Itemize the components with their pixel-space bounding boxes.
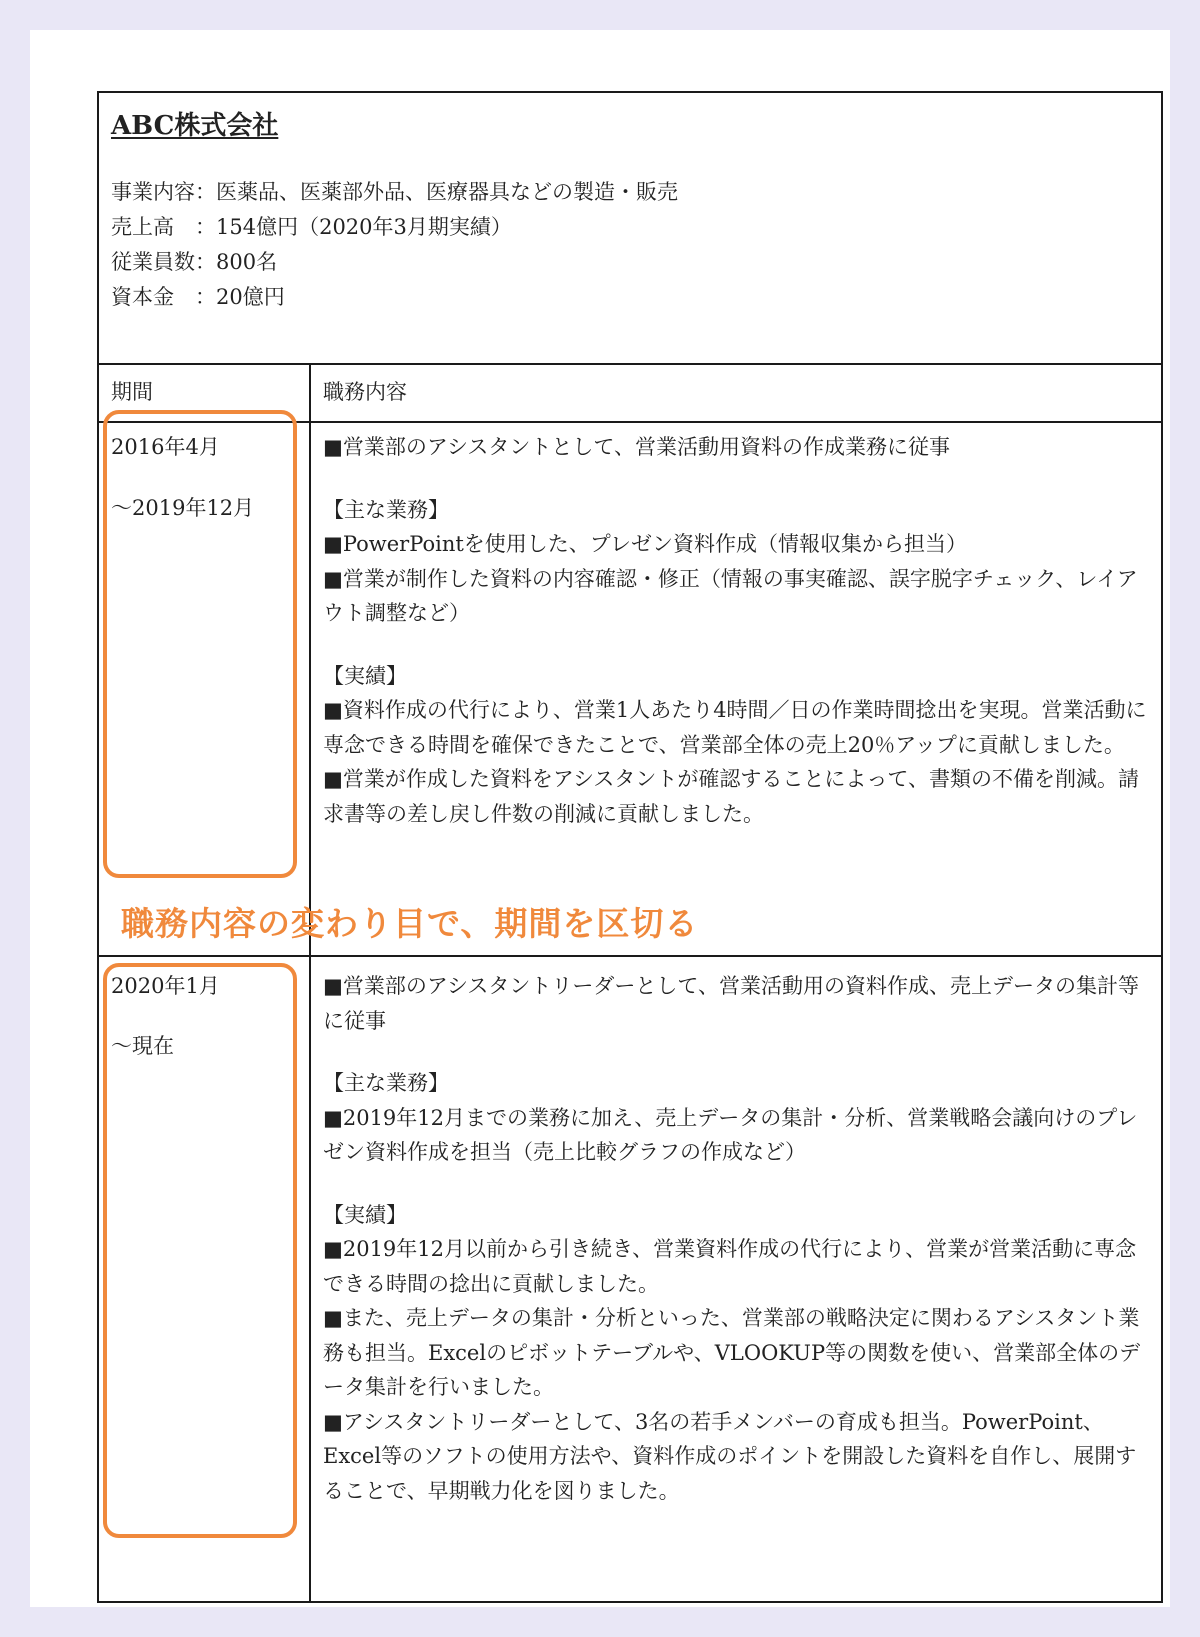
company-business: 事業内容：医薬品、医薬部外品、医療器具などの製造・販売 xyxy=(111,180,678,204)
main-duty-item: ■2019年12月までの業務に加え、売上データの集計・分析、営業戦略会議向けのプレゼン資料作成を担当（売上比較グラフの作成など） xyxy=(323,1105,1138,1164)
annotation-callout: 職務内容の変わり目で、期間を区切る xyxy=(121,904,699,943)
main-duties-title-1: 【主な業務】 xyxy=(323,497,449,522)
period-start-1: 2016年4月 xyxy=(111,435,220,459)
period-start-2: 2020年1月 xyxy=(111,974,220,998)
column-divider xyxy=(309,363,311,1603)
duty-summary-1: ■営業部のアシスタントとして、営業活動用資料の作成業務に従事 xyxy=(323,435,950,459)
duty-summary-2: ■営業部のアシスタントリーダーとして、営業活動用の資料作成、売上データの集計等に従事 xyxy=(323,974,1139,1033)
period-highlight-box-2 xyxy=(103,963,297,1538)
duties-1 xyxy=(323,430,1153,831)
header-duties: 職務内容 xyxy=(323,380,407,404)
company-employees: 従業員数：800名 xyxy=(111,250,278,274)
company-block xyxy=(99,93,1161,365)
result-item: ■資料作成の代行により、営業1人あたり4時間／日の作業時間捻出を実現。営業活動に専念できる時間を確保できたことで、営業部全体の売上20％アップに貢献しました。 xyxy=(323,698,1147,757)
results-title-2: 【実績】 xyxy=(323,1202,407,1227)
company-sales: 売上高 ：154億円（2020年3月期実績） xyxy=(111,215,512,239)
main-duty-item: ■PowerPointを使用した、プレゼン資料作成（情報収集から担当） xyxy=(323,532,967,556)
main-duty-item: ■営業が制作した資料の内容確認・修正（情報の事実確認、誤字脱字チェック、レイアウト調整など） xyxy=(323,566,1138,625)
period-end-2: ～現在 xyxy=(111,1034,174,1058)
period-end-1: ～2019年12月 xyxy=(111,496,255,520)
results-title-1: 【実績】 xyxy=(323,663,407,688)
main-duties-title-2: 【主な業務】 xyxy=(323,1071,449,1095)
company-capital: 資本金 ：20億円 xyxy=(111,285,285,309)
header-period: 期間 xyxy=(111,380,153,404)
career-history-table xyxy=(97,91,1163,1603)
company-name: ABC株式会社 xyxy=(111,111,279,141)
result-item: ■営業が作成した資料をアシスタントが確認することによって、書類の不備を削減。請求書等の差し戻し件数の削減に貢献しました。 xyxy=(323,767,1139,826)
document-sheet xyxy=(30,30,1170,1607)
duties-2 xyxy=(323,969,1153,1508)
result-item: ■2019年12月以前から引き続き、営業資料作成の代行により、営業が営業活動に専念できる時間の捻出に貢献しました。 xyxy=(323,1237,1137,1296)
section-divider xyxy=(99,955,1161,957)
period-highlight-box-1 xyxy=(103,410,297,878)
result-item: ■また、売上データの集計・分析といった、営業部の戦略決定に関わるアシスタント業務も担当。Excelのピボットテーブルや、VLOOKUP等の関数を使い、営業部全体のデータ集計を行いました。 xyxy=(323,1306,1141,1399)
result-item: ■アシスタントリーダーとして、3名の若手メンバーの育成も担当。PowerPoint、Excel等のソフトの使用方法や、資料作成のポイントを開設した資料を自作し、展開することで、早期戦力化を図りました。 xyxy=(323,1409,1137,1503)
